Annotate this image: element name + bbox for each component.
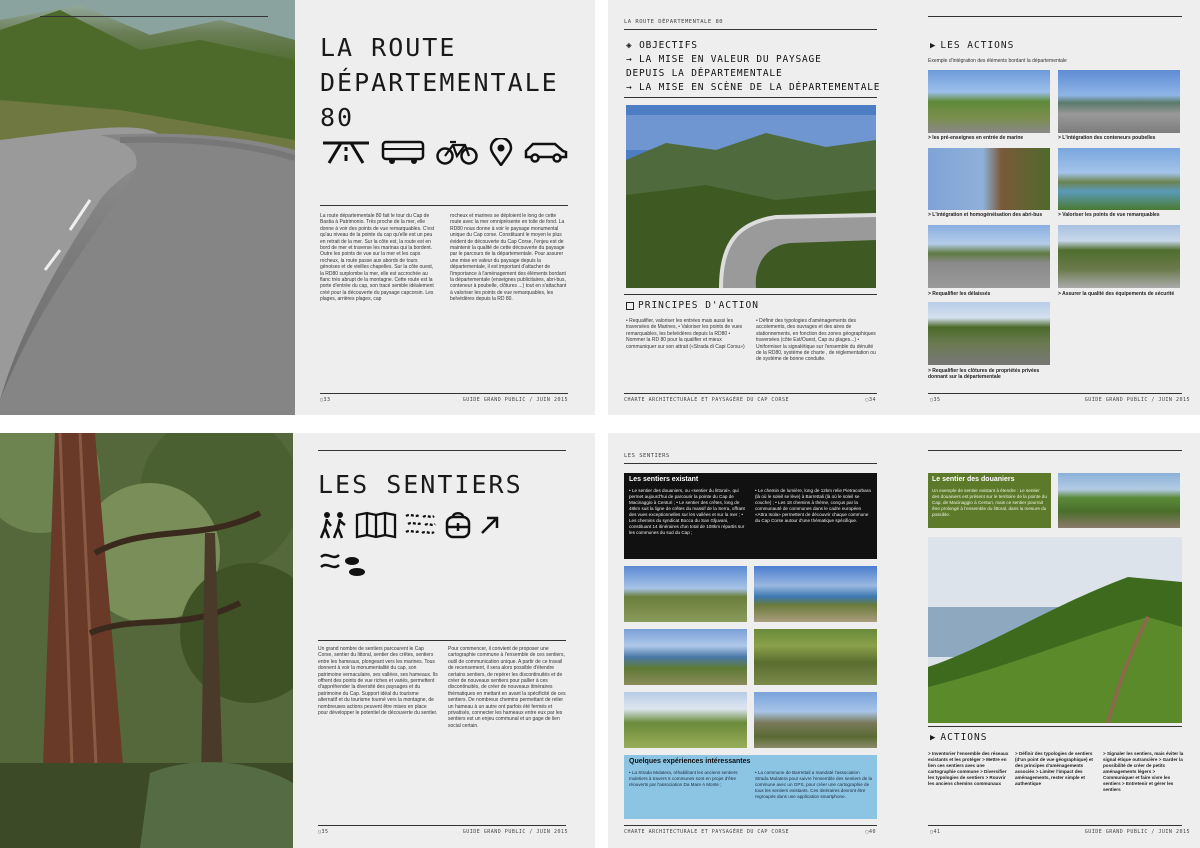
action-photo-2: [1058, 70, 1180, 133]
page-35-sentiers: [293, 433, 595, 848]
page-title: LA ROUTE DÉPARTEMENTALE 80: [320, 33, 559, 132]
action-photo-6: [1058, 225, 1180, 288]
douaniers-text: Un exemple de sentier existant à étendre : Le sentier des douaniers est présent sur le territoire de la pointe du Cap, de Macinaggio à Centuri, mais ce sentier pourrait être prolongé à l'ensemble du littoral, dans la mesure du possible.: [932, 488, 1047, 517]
douaniers-photo-small: [1058, 473, 1180, 528]
principes-col1: • Requalifier, valoriser les entrées mais aussi les traversées de Marines, • Valoriser les points de vues remarquables, les belvédères depuis la RD80 • Nommer la RD 80 pour la qualifier et mieux communiquer sur son attrait («Strada di Capi Corsu»): [626, 318, 745, 350]
play-icon: ▶: [930, 732, 937, 743]
actions-intro: Exemple d'intégration des éléments bordant la départementale: [928, 58, 1067, 64]
action-photo-5: [928, 225, 1050, 288]
footer-charte: CHARTE ARCHITECTURALE ET PAYSAGÈRE DU CAP CORSE: [624, 397, 789, 403]
action-photo-3: [928, 148, 1050, 210]
body-text-col2: Pour commencer, il convient de proposer une cartographie commune à l'ensemble de ces sentiers, outil de communication unique. A partir de ce travail de recensement, il sera alors possible d'étendre certains sentiers, de repérer les discontinuités et de créer de nouveaux sentiers pour pallier à ces discontinuités, de créer de nouveaux itinéraires thématiques en mettant en avant la spécificité de ces sentiers. De nombreux chemins permettant de relier un hameau à un autre ont parfois été fermés et privatisés, connecter les hameaux entre eux par les sentiers est un enjeu communal et un gage de lien social certain.: [448, 646, 566, 729]
experiences-col2: • La commune de Barrettali a mandaté l'association Strada Mulatera pour suivre l'ensemble des sentiers de la commune avec un GPS, pour créer une cartographie de tous les sentiers existants. Ces itinéraires devront être regroupés dans une application smartphone.: [755, 770, 873, 799]
action-caption-4: > Valoriser les points de vue remarquables: [1058, 212, 1160, 218]
checkbox-icon: [626, 302, 634, 310]
page-number: ▢34: [865, 397, 876, 403]
actions-title: ▶ LES ACTIONS: [930, 40, 1015, 51]
principes-title: PRINCIPES D'ACTION: [626, 300, 759, 311]
action-photo-1: [928, 70, 1050, 133]
existing-col2: • Le chemin de lumière, long de 12km relie Pietracorbara (là où le soleil se lève) à Barrettali (là où le soleil se couche) ; • Les 18 chemins à thème, conçus par la communauté de communes dans le cadre européen «Attra Isola» permettent de découvrir chaque commune du Cap Corse autour d'une thématique spécifique.: [755, 488, 871, 523]
road-photo: [0, 0, 295, 415]
footer-text: GUIDE GRAND PUBLIC / JUIN 2015: [1084, 397, 1190, 403]
backpack-icon: [443, 511, 473, 539]
road-bend-photo: [626, 105, 876, 288]
actions-col3: > Signaler les sentiers, mais éviter la signal étique outrancière > Garder la possibilité de créer de petits aménagements légers > Communiquer et faire vivre les sentiers > Entretenir et gérer les sentiers: [1103, 751, 1184, 792]
page-40: [608, 433, 908, 848]
body-text-col1: Un grand nombre de sentiers parcourent le Cap Corse, sentier du littoral, sentier des crêtes, sentiers entre les hameaux, plongeant vers les marines. Tous donnent à voir la monumentalité du cap, son patrimoine vernaculaire, ses vallées, ses hameaux. Ils offrent des points de vue riches et variés, permettent d'appréhender la diversité des paysages et du patrimoine du Cap. Support idéal du tourisme alternatif et du tourisme tourné vers la montagne, de nombreuses actions peuvent être mises en place pour développer le potentiel de découverte du sentier.: [318, 646, 438, 717]
douaniers-photo-large: [928, 537, 1182, 723]
existing-box: [624, 473, 877, 559]
hikers-icon: [319, 511, 349, 539]
trail-photo-5: [624, 692, 747, 748]
activity-icons: [319, 511, 501, 539]
objectifs-block: ◈ OBJECTIFS → LA MISE EN VALEUR DU PAYSAGE DEPUIS LA DÉPARTEMENTALE → LA MISE EN SCÈNE DE LA DÉPARTEMENTALE: [626, 40, 881, 93]
page-41: [908, 433, 1200, 848]
actions-col1: > Inventorier l'ensemble des réseaux existants et les protéger > Mettre en lien ces sentiers avec une cartographie commune > Diversifier les typologies de sentiers > Rouvrir les anciens chemins communaux: [928, 751, 1009, 786]
footer-charte: CHARTE ARCHITECTURALE ET PAYSAGÈRE DU CAP CORSE: [624, 829, 789, 835]
road-icon: [321, 139, 371, 165]
section-header: LA ROUTE DÉPARTEMENTALE 80: [624, 19, 724, 25]
experiences-title: Quelques expériences intéressantes: [629, 758, 751, 765]
page-33: [295, 0, 595, 415]
existing-col1: • Le sentier des douaniers, ou «sentier du littoral», qui permet aujourd'hui de parcourir la pointe du Cap de Macinaggio à Centuri ; • Le sentier des crêtes, long de 48km suit la ligne de crêtes du massif de la Serra, offrant des vues exceptionnelles sur les vallées et sur la mer ; • Les chemins du syndicat Bocca du San Gljuvani, constituant 14 itinéraires d'un total de 108km répartis sur les communes du sud du Cap ;: [629, 488, 745, 535]
experiences-box: [624, 755, 877, 819]
trail-photo-6: [754, 692, 877, 748]
target-icon: ◈: [626, 40, 633, 51]
actions-title: ▶ ACTIONS: [930, 732, 988, 743]
action-caption-7: > Requalifier les clôtures de propriétés privées donnant sur la départementale: [928, 368, 1040, 380]
douaniers-title: Le sentier des douaniers: [932, 476, 1015, 483]
action-photo-4: [1058, 148, 1180, 210]
arrow-icon: [479, 514, 501, 536]
bus-icon: [381, 139, 425, 165]
action-photo-7: [928, 302, 1050, 365]
trail-photo-4: [754, 629, 877, 685]
page-number: ▢33: [320, 397, 331, 403]
actions-col2: > Définir des typologies de sentiers (d'un point de vue géographique) et des principes d'aménagements associés > Limiter l'impact des aménagements, rester simple et authentique: [1015, 751, 1093, 786]
trail-photo-1: [624, 566, 747, 622]
objectifs-title: ◈ OBJECTIFS: [626, 40, 698, 51]
water-icon: [319, 551, 369, 579]
bicycle-icon: [435, 139, 479, 165]
location-pin-icon: [489, 138, 513, 166]
footer-text: GUIDE GRAND PUBLIC / JUIN 2015: [462, 397, 568, 403]
car-icon: [523, 139, 569, 165]
terrain-icon: [403, 511, 437, 539]
body-text-col1: La route départementale 80 fait le tour du Cap de Bastia à Patrimonio. Très proche de la mer, elle donne à voir des points de vue remarquables. C'est qu'au niveau de la pointe du cap qu'elle est un peu en retrait de la mer. Sur la côte est, la route est en bord de mer et traverse les marinas qui la bordent. Outre les points de vue sur la mer et les caps rocheux, la route passe aux abords de tours génoises et de vieilles chapelles. Sur la côte ouest, la RD80 surplombe la mer, elle est accrochée au flanc très abrupt de la montagne. Cette route est la porte d'entrée du cap, son tracé semble idéalement créé pour la découverte du paysage capcorsin. Les plages, arrières plages, cap: [320, 213, 435, 303]
footer-text: GUIDE GRAND PUBLIC / JUIN 2015: [1084, 829, 1190, 835]
section-header: LES SENTIERS: [624, 453, 670, 459]
page-35-actions: [908, 0, 1200, 415]
action-caption-5: > Requalifier les délaissés: [928, 291, 991, 297]
page-number: ▢40: [865, 829, 876, 835]
trail-photo-2: [754, 566, 877, 622]
play-icon: ▶: [930, 40, 937, 51]
action-caption-6: > Assurer la qualité des équipements de sécurité: [1058, 291, 1175, 297]
action-caption-3: > L'intégration et homogénéisation des abri-bus: [928, 212, 1043, 218]
action-caption-2: > L'intégration des conteneurs poubelles: [1058, 135, 1156, 141]
transport-icons: [321, 138, 569, 166]
action-caption-1: > les pré-enseignes en entrée de marine: [928, 135, 1024, 141]
page-number: ▢41: [930, 829, 941, 835]
page-number: ▢35: [930, 397, 941, 403]
existing-title: Les sentiers existant: [629, 476, 699, 483]
experiences-col1: • La Strada Mulatera, réhabilitant les anciens sentiers muletiers à travers 5 communes sont en projet d'être réouverts par l'association Da Mare A Monte ;: [629, 770, 738, 787]
principes-col2: • Définir des typologies d'aménagements des accotements, des ouvrages et des aires de stationnements, en fonction des zones géographiques traversées (côte Est/Ouest, Cap ou plages...) • Uniformiser la signalétique sur l'ensemble du dénuité de la RD80, système de charte , de réglementation ou de système de bonne conduite.: [756, 318, 876, 363]
footer-text: GUIDE GRAND PUBLIC / JUIN 2015: [462, 829, 568, 835]
douaniers-box: [928, 473, 1051, 528]
body-text-col2: rocheux et marines se déploient le long de cette route avec la mer omniprésente en toile de fond. La RD80 nous donne à voir le paysage monumental unique du Cap corse. Constituant le moyen le plus évident de découverte du Cap Corse, l'enjeu est de maintenir la qualité de cette découverte du paysage par le parcours de la départementale. Pour assurer une mise en valeur du paysage depuis la départementale, il est important d'attacher de l'importance à l'aménagement des éléments bordant la départementale (enseignes publicitaires, abri-bus, conteneur à poubelle, clôtures ...) tout en s'attachant à valoriser les points de vue remarquables, les belvédères depuis la RD 80.: [450, 213, 567, 303]
trail-photo-3: [624, 629, 747, 685]
forest-photo: [0, 433, 293, 848]
page-title: LES SENTIERS: [318, 470, 523, 499]
map-icon: [355, 511, 397, 539]
page-number: ▢35: [318, 829, 329, 835]
page-34: [608, 0, 908, 415]
